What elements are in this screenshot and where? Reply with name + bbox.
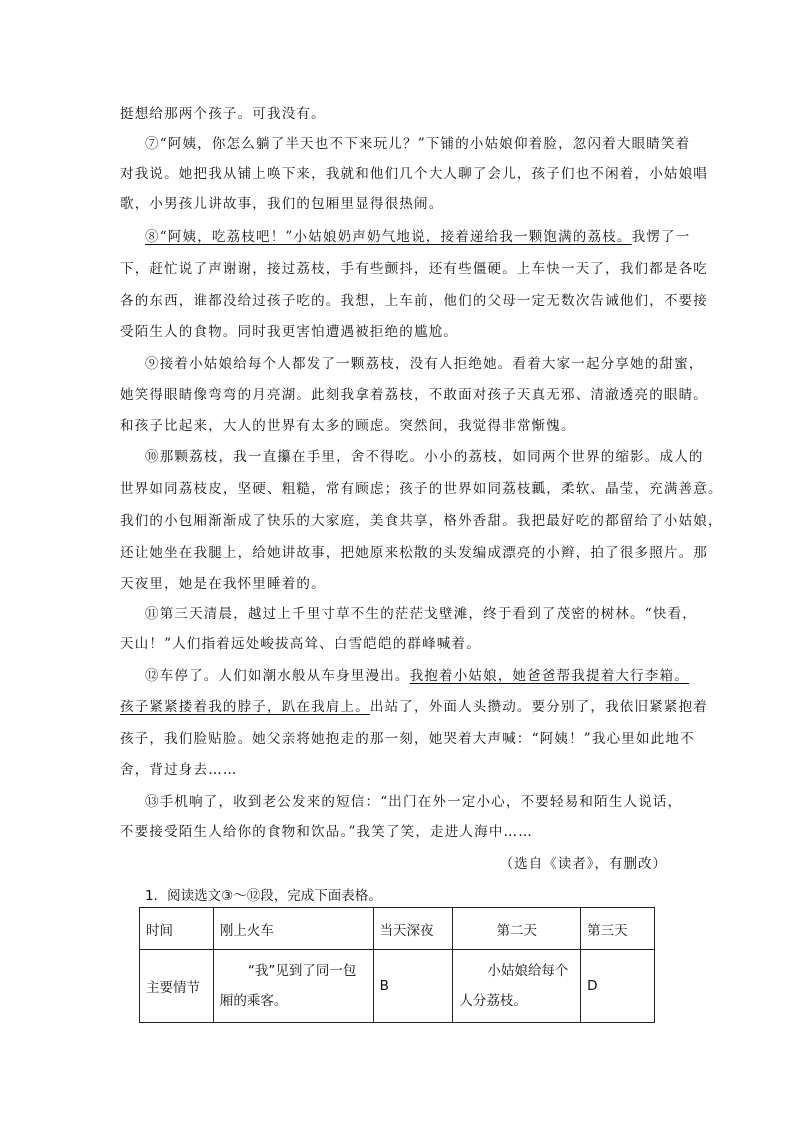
table-header-row xyxy=(140,908,655,950)
passage-line: 我们的小包厢渐渐成了快乐的大家庭，美食共享，格外香甜。我把最好吃的都留给了小姑娘， xyxy=(120,513,723,529)
passage-fragment: 我愣了一 xyxy=(631,229,691,245)
paragraph-9: ⑨接着小姑娘给每个人都发了一颗荔枝，没有人拒绝她。看着大家一起分享她的甜蜜， xyxy=(145,356,704,372)
answer-cell-d: D xyxy=(581,950,655,1023)
passage-line: 下，赶忙说了声谢谢，接过荔枝，手有些颤抖，还有些僵硬。上车快一天了，我们都是各吃 xyxy=(120,261,708,277)
table-header-cell: 第三天 xyxy=(581,908,655,950)
passage-line: 挺想给那两个孩子。可我没有。 xyxy=(120,106,326,122)
paragraph-8 xyxy=(145,227,690,247)
paragraph-7: ⑦“阿姨，你怎么躺了半天也不下来玩儿？”下铺的小姑娘仰着脸，忽闪着大眼睛笑着 xyxy=(145,136,691,152)
underlined-sentence: ⑧“阿姨，吃荔枝吧！”小姑娘奶声奶气地说，接着递给我一颗饱满的荔枝。 xyxy=(145,229,632,245)
question-prompt: 1．阅读选文③～⑫段，完成下面表格。 xyxy=(145,888,382,904)
paragraph-11: ⑪第三天清晨，越过上千里寸草不生的茫茫戈壁滩，终于看到了茂密的树林。“快看， xyxy=(145,606,698,622)
passage-line: 她笑得眼睛像弯弯的月亮湖。此刻我拿着荔枝，不敢面对孩子天真无邪、清澈透亮的眼睛。 xyxy=(120,387,708,403)
table-row xyxy=(140,950,655,1023)
answer-table xyxy=(139,907,655,1023)
passage-fragment: ⑫车停了。人们如潮水般从车身里漫出。 xyxy=(145,668,410,684)
passage-line: 各的东西，谁都没给过孩子吃的。我想，上车前，他们的父母一定无数次告诫他们，不要接 xyxy=(120,293,708,309)
table-header-cell: 第二天 xyxy=(453,908,581,950)
paragraph-10: ⑩那颗荔枝，我一直攥在手里，舍不得吃。小小的荔枝，如同两个世界的缩影。成人的 xyxy=(145,449,704,465)
underlined-sentence: 孩子紧紧搂着我的脖子，趴在我肩上。 xyxy=(120,699,370,715)
underlined-sentence: 我抱着小姑娘，她爸爸帮我提着大行李箱。 xyxy=(409,668,689,684)
passage-line: 世界如同荔枝皮，坚硬、粗糙，常有顾虑；孩子的世界如同荔枝瓤，柔软、晶莹，充满善意。 xyxy=(120,481,723,497)
table-cell xyxy=(453,950,581,1023)
paragraph-12 xyxy=(145,666,689,686)
source-citation: （选自《读者》，有删改） xyxy=(499,856,667,872)
passage-line: 对我说。她把我从铺上唤下来，我就和他们几个大人聊了会儿，孩子们也不闲着，小姑娘唱 xyxy=(120,166,708,182)
passage-line: 不要接受陌生人给你的食物和饮品。”我笑了笑，走进人海中…… xyxy=(120,824,533,840)
table-cell xyxy=(213,950,373,1023)
passage-line: 孩子，我们脸贴脸。她父亲将她抱走的那一刻，她哭着大声喊：“阿姨！”我心里如此地不 xyxy=(120,731,695,747)
passage-line: 天山！”人们指着远处峻拔高耸、白雪皑皑的群峰喊着。 xyxy=(120,636,481,652)
passage-line: 天夜里，她是在我怀里睡着的。 xyxy=(120,576,326,592)
table-header-cell: 当天深夜 xyxy=(373,908,453,950)
table-cell-text: “我”见到了同一包厢的乘客。 xyxy=(219,963,357,1009)
paragraph-13: ⑬手机响了，收到老公发来的短信：“出门在外一定小心，不要轻易和陌生人说话， xyxy=(145,794,683,810)
passage-line: 和孩子比起来，大人的世界有太多的顾虑。突然间，我觉得非常惭愧。 xyxy=(120,418,576,434)
table-cell: 主要情节 xyxy=(140,950,214,1023)
table-header-cell: 时间 xyxy=(140,908,214,950)
table-cell-text: 小姑娘给每个人分荔枝。 xyxy=(459,963,569,1009)
answer-cell-b: B xyxy=(373,950,453,1023)
passage-fragment: 出站了，外面人头攒动。要分别了，我依旧紧紧抱着 xyxy=(369,699,709,715)
passage-line xyxy=(120,697,708,717)
table-header-cell: 刚上火车 xyxy=(213,908,373,950)
passage-line: 受陌生人的食物。同时我更害怕遭遇被拒绝的尴尬。 xyxy=(120,324,459,340)
passage-line: 还让她坐在我腿上，给她讲故事，把她原来松散的头发编成漂亮的小辫，拍了很多照片。那 xyxy=(120,545,708,561)
passage-line: 舍，背过身去…… xyxy=(120,762,238,778)
passage-line: 歌，小男孩儿讲故事，我们的包厢里显得很热闹。 xyxy=(120,196,444,212)
